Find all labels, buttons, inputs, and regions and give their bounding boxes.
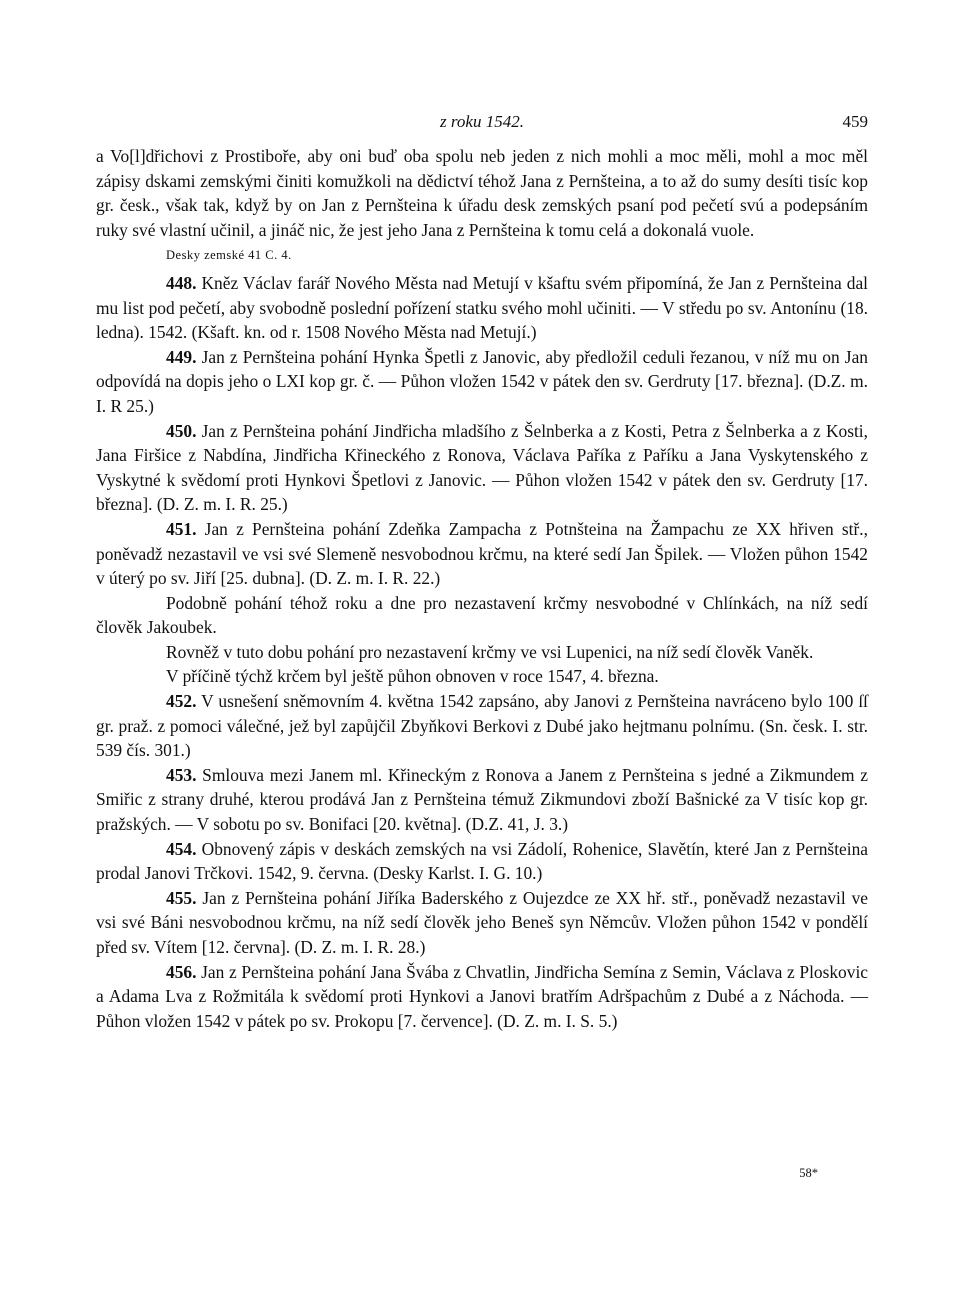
entry-number: 451. bbox=[166, 518, 197, 539]
entry-text: Jan z Pernšteina pohání Jindřicha mladšího z Šelnberka a z Kosti, Petra z Šelnberka a z Kosti, Jana Firšice z Nabdína, Jindřicha Křineckého z Ronova, Václava Paříka z Paříku a Jana Vyskytenského z Vyskytné k svědomí proti Hynkovi Špetlovi z Janovic. — Půhon vložen 1542 v pátek den sv. Gerdruty [17. března]. (D. Z. m. I. R. 25.) bbox=[96, 420, 868, 515]
entry-paragraph bbox=[96, 886, 868, 960]
entry-paragraph bbox=[96, 271, 868, 345]
entry-paragraph bbox=[96, 837, 868, 886]
entry-paragraph bbox=[96, 419, 868, 517]
entry-text: Kněz Václav farář Nového Města nad Metují v kšaftu svém připomíná, že Jan z Pernšteina dal mu list pod pečetí, aby svobodně poslední pořízení statku svého mohl učiniti. — V středu po sv. Antonínu (18. ledna). 1542. (Kšaft. kn. od r. 1508 Nového Města nad Metují.) bbox=[96, 272, 868, 343]
document-page bbox=[96, 110, 868, 1033]
entry-number: 450. bbox=[166, 420, 197, 441]
entry-number: 456. bbox=[166, 961, 197, 982]
entry-paragraph bbox=[96, 345, 868, 419]
entry-number: 455. bbox=[166, 887, 197, 908]
entry-text: V příčině týchž krčem byl ještě půhon obnoven v roce 1547, 4. března. bbox=[166, 666, 659, 687]
entry-paragraph bbox=[96, 517, 868, 591]
entry-number: 452. bbox=[166, 691, 197, 712]
entry-text: Rovněž v tuto dobu pohání pro nezastavení krčmy ve vsi Lupenici, na níž sedí člověk Vaněk. bbox=[166, 641, 814, 662]
page-number: 459 bbox=[842, 112, 868, 131]
printer-signature: 58* bbox=[799, 1166, 818, 1180]
entry-text: Jan z Pernšteina pohání Hynka Špetli z Janovic, aby předložil ceduli řezanou, v níž mu on Jan odpovídá na dopis jeho o LXI kop gr. č. — Půhon vložen 1542 v pátek den sv. Gerdruty [17. března]. (D.Z. m. I. R 25.) bbox=[96, 346, 868, 416]
running-title: z roku 1542. bbox=[440, 112, 524, 131]
source-citation: Desky zemské 41 C. 4. bbox=[166, 248, 292, 263]
entry-number: 453. bbox=[166, 764, 197, 785]
page-header bbox=[96, 110, 868, 138]
entry-text: Jan z Pernšteina pohání Zdeňka Zampacha z Potnšteina na Žampachu ze XX hřiven stř., poněvadž nezastavil ve vsi své Slemeně nesvobodnou krčmu, na které sedí Jan Špilek. — Vložen půhon 1542 v úterý po sv. Jiří [25. dubna]. (D. Z. m. I. R. 22.) bbox=[96, 518, 868, 589]
entry-paragraph bbox=[96, 960, 868, 1034]
entry-text: Jan z Pernšteina pohání Jiříka Baderského z Oujezdce ze XX hř. stř., poněvadž nezastavil ve vsi své Báni nesvobodnou krčmu, na níž sedí člověk jeho Beneš syn Němcův. Vložen půhon 1542 v pondělí před sv. Vítem [12. června]. (D. Z. m. I. R. 28.) bbox=[96, 887, 868, 957]
entry-number: 449. bbox=[166, 346, 197, 367]
entry-paragraph bbox=[96, 689, 868, 763]
entry-text: Obnovený zápis v deskách zemských na vsi Zádolí, Rohenice, Slavětín, které Jan z Pernšteina prodal Janovi Trčkovi. 1542, 9. června. (Desky Karlst. I. G. 10.) bbox=[96, 838, 868, 884]
entries-list bbox=[96, 271, 868, 1033]
entry-paragraph bbox=[96, 640, 868, 665]
entry-text: Jan z Pernšteina pohání Jana Švába z Chvatlin, Jindřicha Semína z Semin, Václava z Ploskovic a Adama Lva z Rožmitála k svědomí proti Hynkovi a Janovi bratřím Adršpachům z Dubé a z Náchoda. — Půhon vložen 1542 v pátek po sv. Prokopu [7. července]. (D. Z. m. I. S. 5.) bbox=[96, 961, 869, 1031]
entry-paragraph bbox=[96, 664, 868, 689]
entry-text: Smlouva mezi Janem ml. Křineckým z Ronova a Janem z Pernšteina s jedné a Zikmundem z Smiřic z strany druhé, kterou prodává Jan z Pernšteina témuž Zikmundovi zboží Bašnické za V tisíc kop gr. pražských. — V sobotu po sv. Bonifaci [20. května]. (D.Z. 41, J. 3.) bbox=[96, 764, 868, 835]
entry-text: Podobně pohání téhož roku a dne pro nezastavení krčmy nesvobodné v Chlínkách, na níž sedí člověk Jakoubek. bbox=[96, 592, 868, 638]
entry-number: 454. bbox=[166, 838, 197, 859]
entry-text: V usnešení sněmovním 4. května 1542 zapsáno, aby Janovi z Pernšteina navráceno bylo 100 ſſ gr. praž. z pomoci válečné, jež byl zapůjčil Zbyňkovi Berkovi z Dubé jako hejtmanu polnímu. (Sn. česk. I. str. 539 čís. 301.) bbox=[96, 691, 868, 761]
entry-number: 448. bbox=[166, 272, 197, 293]
entry-paragraph bbox=[96, 591, 868, 640]
intro-paragraph: a Vo[l]dřichovi z Prostiboře, aby oni buď oba spolu neb jeden z nich mohli a moc měli, mohl a moc měl zápisy dskami zemskými činiti komužkoli na dědictví téhož Jana z Pernšteina, a to až do sumy desíti tisíc kop gr. česk., však tak, když by on Jan z Pernšteina k úřadu desk zemských psaní pod pečetí svú a podepsáním ruky své vlastní učinil, a jináč nic, že jest jeho Jana z Pernšteina k tomu celá a dokonalá vuole. bbox=[96, 146, 868, 240]
entry-paragraph bbox=[96, 763, 868, 837]
